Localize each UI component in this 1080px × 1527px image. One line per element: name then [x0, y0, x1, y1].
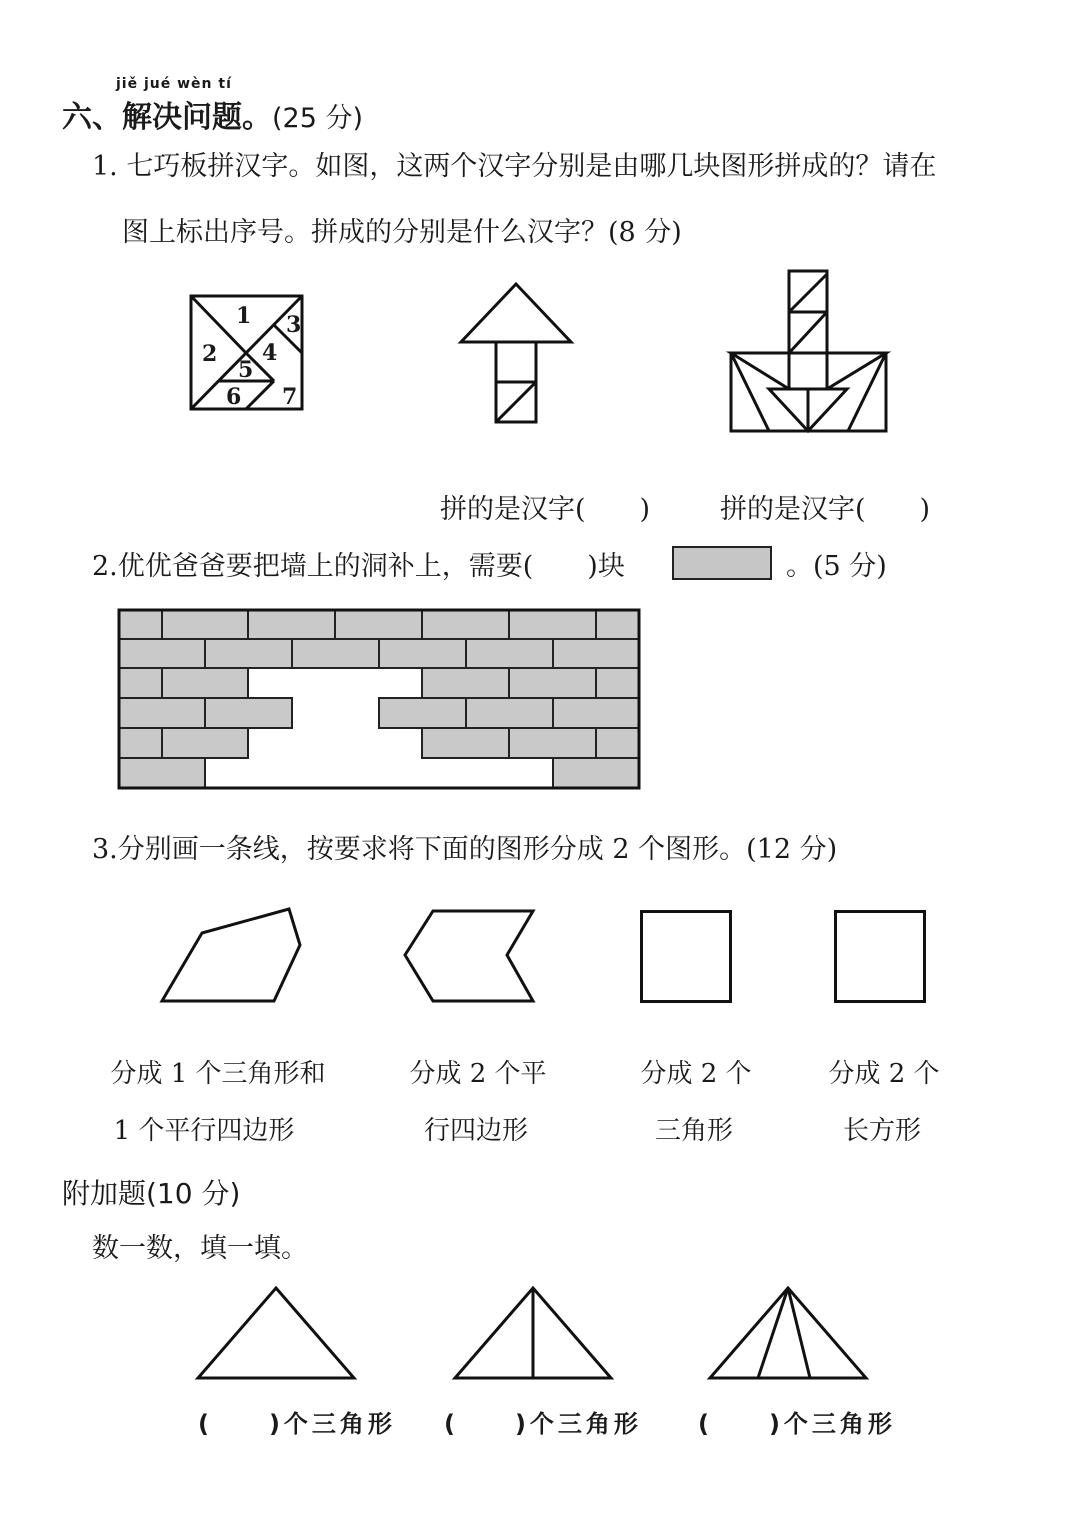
q1-line2: 图上标出序号。拼成的分别是什么汉字？(8 分): [122, 217, 682, 248]
section-title: [62, 92, 363, 136]
q3-caption-4-line2: 长方形: [842, 1116, 921, 1146]
brick-tile-sample: [672, 546, 772, 580]
q2-text: 2.优优爸爸要把墙上的洞补上，需要( )块: [92, 551, 625, 582]
tangram-number-3: 3: [286, 312, 302, 338]
section-score: (25 分): [272, 103, 364, 134]
brick-wall-figure: [118, 609, 640, 789]
triangle-figure-2: [453, 1286, 613, 1380]
bonus-instruction: 数一数，填一填。: [92, 1233, 308, 1264]
bonus-title: 附加题(10 分): [62, 1177, 241, 1210]
tangram-character-b-figure: [729, 269, 889, 435]
shape-chevron-figure: [403, 909, 537, 1003]
tangram-number-1: 1: [236, 303, 252, 329]
bonus-answer-3: ( )个三角形: [698, 1410, 896, 1438]
q3-caption-4-line1: 分成 2 个: [828, 1059, 940, 1089]
shape-square-a-figure: [640, 910, 732, 1003]
tangram-character-a-figure: [458, 282, 574, 424]
triangle-figure-1: [196, 1286, 356, 1380]
tangram-number-7: 7: [282, 384, 298, 410]
q3-caption-2-line1: 分成 2 个平: [409, 1059, 547, 1089]
shape-pentagon-figure: [160, 907, 302, 1003]
q1-answer-a: 拼的是汉字( ): [440, 494, 651, 525]
q3-text: 3.分别画一条线，按要求将下面的图形分成 2 个图形。(12 分): [92, 834, 838, 865]
shape-square-b-figure: [834, 910, 926, 1003]
tangram-number-5: 5: [238, 357, 254, 383]
bonus-answer-1: ( )个三角形: [198, 1410, 396, 1438]
q1-line1: 1. 七巧板拼汉字。如图，这两个汉字分别是由哪几块图形拼成的？请在: [92, 151, 937, 182]
q3-caption-1-line2: 1 个平行四边形: [113, 1116, 295, 1146]
tangram-number-2: 2: [202, 341, 218, 367]
triangle-figure-3: [708, 1286, 868, 1380]
q2-text-after: 。(5 分): [786, 551, 887, 582]
tangram-number-4: 4: [262, 340, 278, 366]
q1-answer-b: 拼的是汉字( ): [720, 494, 931, 525]
section-title-text: 六、解决问题。: [62, 100, 272, 135]
q3-caption-3-line2: 三角形: [654, 1116, 733, 1146]
section-pinyin: jiě jué wèn tí: [116, 76, 232, 92]
q3-caption-2-line2: 行四边形: [423, 1116, 528, 1146]
q3-caption-3-line1: 分成 2 个: [640, 1059, 752, 1089]
tangram-number-6: 6: [226, 384, 242, 410]
q3-caption-1-line1: 分成 1 个三角形和: [110, 1059, 326, 1089]
bonus-answer-2: ( )个三角形: [444, 1410, 642, 1438]
